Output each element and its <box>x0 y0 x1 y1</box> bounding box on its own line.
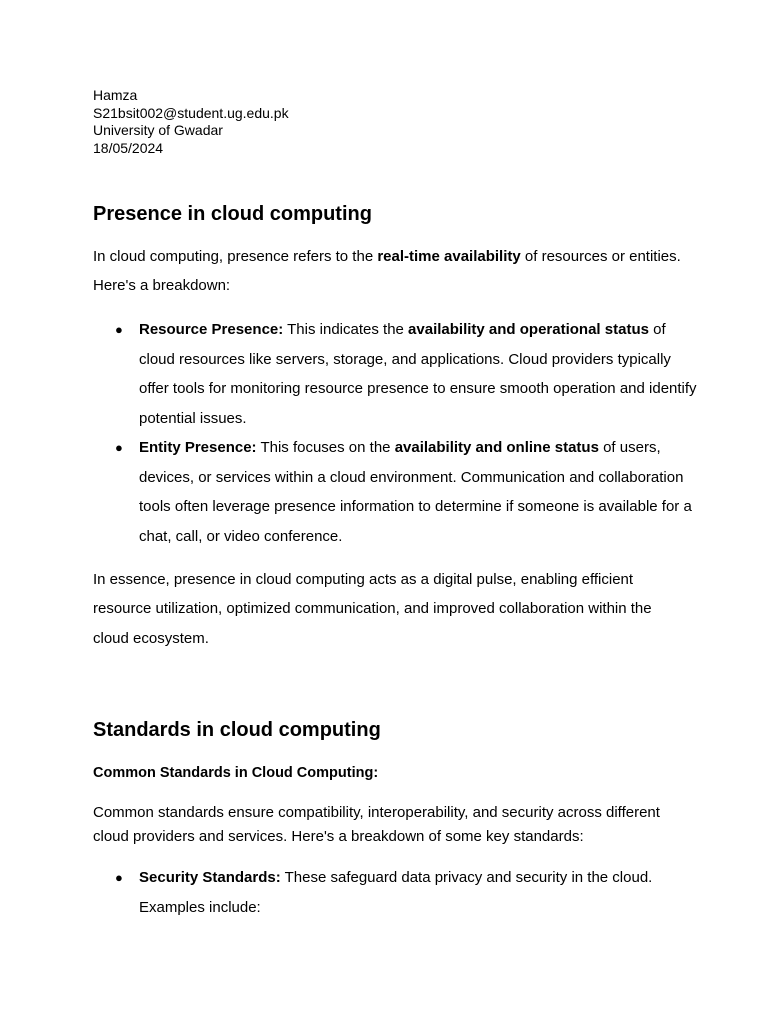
bullet-label: Resource Presence: <box>139 321 284 338</box>
bullet-text-lead: This indicates the <box>283 321 409 338</box>
presence-intro-tail: of resources or entities. Here's a breakdown: <box>93 248 681 295</box>
presence-intro <box>93 242 683 301</box>
list-item <box>93 433 699 551</box>
bullet-label: Security Standards: <box>139 869 281 886</box>
bullet-icon <box>93 863 139 893</box>
bullet-text-tail: of users, devices, or services within a cloud environment. Communication and collaboration tools often leverage presence information to determine if someone is available for a chat, call, or video conference. <box>139 439 692 545</box>
list-item <box>93 315 699 433</box>
bullet-text-emphasis: availability and operational status <box>408 321 649 338</box>
section-title-standards: Standards in cloud computing <box>93 719 381 741</box>
presence-intro-emphasis: real-time availability <box>377 248 521 265</box>
author-block <box>93 87 289 157</box>
presence-intro-lead: In cloud computing, presence refers to the <box>93 248 378 265</box>
author-name: Hamza <box>93 87 138 103</box>
bullet-label: Entity Presence: <box>139 439 257 456</box>
bullet-icon <box>93 315 139 345</box>
author-email: S21bsit002@student.ug.edu.pk <box>93 104 289 121</box>
standards-intro: Common standards ensure compatibility, interoperability, and security across different cloud providers and services. Here's a breakdown of some key standards: <box>93 804 660 845</box>
presence-bullet-list <box>93 315 699 551</box>
standards-subtitle: Common Standards in Cloud Computing: <box>93 765 379 781</box>
bullet-icon <box>93 433 139 463</box>
author-university: University of Gwadar <box>93 122 223 138</box>
list-item <box>93 863 719 922</box>
bullet-text-emphasis: availability and online status <box>394 439 599 456</box>
presence-summary: In essence, presence in cloud computing acts as a digital pulse, enabling efficient resource utilization, optimized communication, and improved collaboration within the cloud ecosystem. <box>93 571 652 647</box>
bullet-text-tail: of cloud resources like servers, storage, and applications. Cloud providers typically offer tools for monitoring resource presence to ensure smooth operation and identify potential issues. <box>139 321 697 427</box>
section-title-presence: Presence in cloud computing <box>93 203 372 225</box>
standards-bullet-list <box>93 863 719 922</box>
bullet-text-lead: This focuses on the <box>256 439 395 456</box>
document-date: 18/05/2024 <box>93 139 164 156</box>
bullet-text: These safeguard data privacy and security in the cloud. Examples include: <box>139 869 653 916</box>
